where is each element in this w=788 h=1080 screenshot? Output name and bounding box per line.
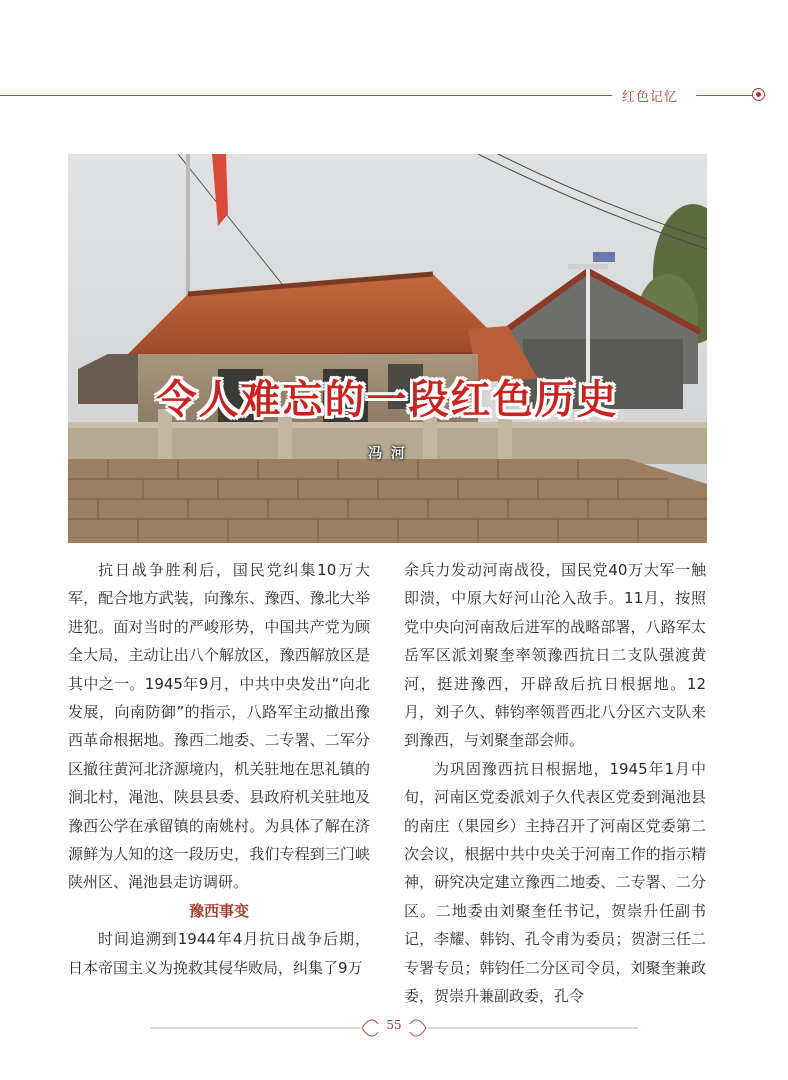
page-number: 55 [386, 1018, 402, 1032]
paragraph: 时间追溯到1944年4月抗日战争后期，日本帝国主义为挽救其侵华败局，纠集了9万 [68, 930, 370, 977]
header-rule-right [696, 95, 752, 96]
paragraph: 为巩固豫西抗日根据地，1945年1月中旬，河南区党委派刘子久代表区党委到渑池县的南庄（果园乡）主持召开了河南区党委第二次会议，根据中共中央关于河南工作的指示精神，研究决定建立豫西二地委、二专署、二分区。二地委由刘聚奎任书记，贺崇升任副书记，李耀、韩钧、孔令甫为委员；贺澍三任二专署专员；韩钧任二分区司令员，刘聚奎兼政委，贺崇升兼副政委，孔令 [404, 759, 706, 1006]
target-circle-icon [752, 88, 765, 101]
article-title: 令人难忘的一段红色历史 [156, 377, 619, 423]
left-text-column [68, 556, 370, 982]
right-text-column [404, 556, 706, 1011]
paragraph: 抗日战争胜利后，国民党纠集10万大军，配合地方武装，向豫东、豫西、豫北大举进犯。面对当时的严峻形势，中国共产党为顾全大局，主动让出八个解放区，豫西解放区是其中之一。1945年9月，中共中央发出“向北发展，向南防御”的指示，八路军主动撤出豫西革命根据地。豫西二地委、二专署、二军分区撤往黄河北济源境内，机关驻地在思礼镇的涧北村，渑池、陕县县委、县政府机关驻地及豫西公学在承留镇的南姚村。为具体了解在济源鲜为人知的这一段历史，我们专程到三门峡陕州区、渑池县走访调研。 [68, 561, 370, 892]
article-author: 冯 河 [368, 446, 407, 462]
paragraph-continued: 余兵力发动河南战役，国民党40万大军一触即溃，中原大好河山沦入敌手。11月，按照党中央向河南敌后进军的战略部署，八路军太岳军区派刘聚奎率领豫西抗日二支队强渡黄河，挺进豫西，开辟敌后抗日根据地。12月，刘子久、韩钧率领晋西北八分区六支队来到豫西，与刘聚奎部会师。 [404, 561, 706, 750]
hero-photo [68, 154, 707, 543]
section-label: 红色记忆 [622, 90, 679, 105]
section-heading: 豫西事变 [188, 901, 249, 920]
temple-photo-illustration [68, 154, 707, 543]
header-rule-left [0, 95, 612, 96]
